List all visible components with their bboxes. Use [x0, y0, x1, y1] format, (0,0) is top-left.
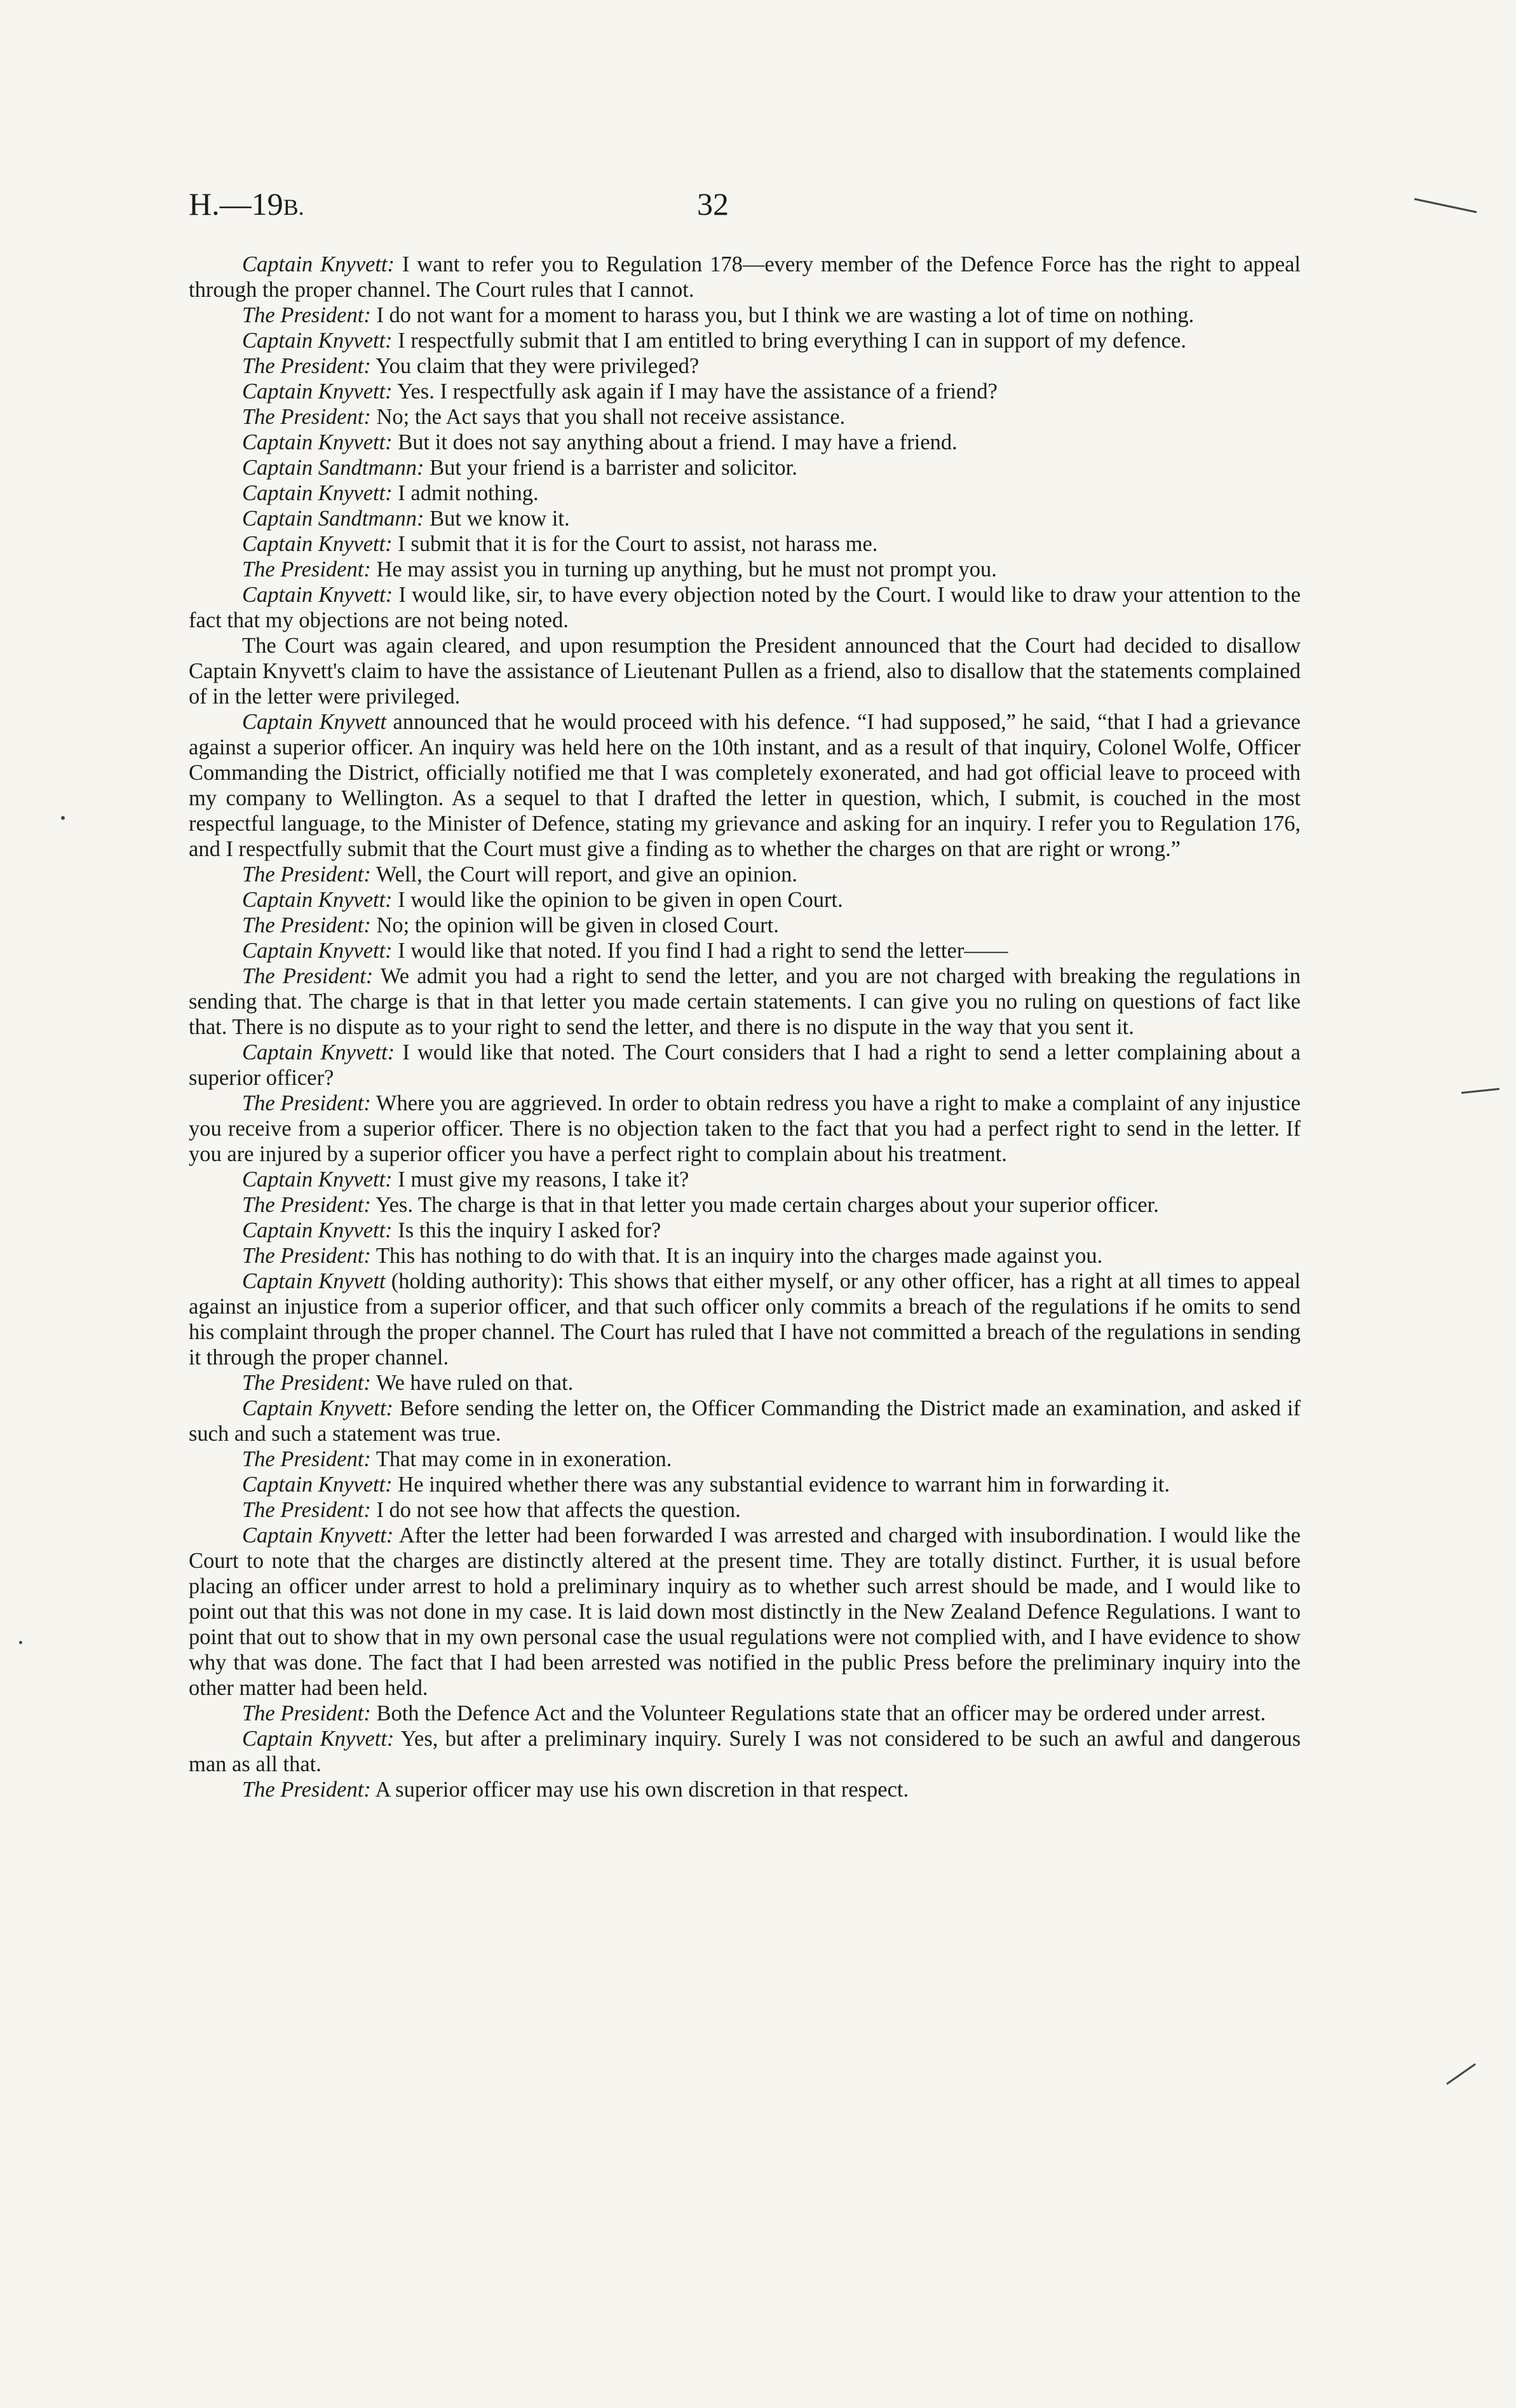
speaker-name: Captain Knyvett:: [242, 1396, 394, 1420]
speaker-name: The President:: [242, 354, 371, 378]
scan-mark: [1414, 198, 1477, 214]
paragraph-text: We admit you had a right to send the letter, and you are not charged with breaking the regulations in sending that. The charge is that in that letter you made certain statements. I can give you no ruling on questions of fact like that. There is no dispute as to your right to send the letter, and there is no dispute in the way that you sent it.: [189, 964, 1301, 1039]
transcript-paragraph: [189, 1091, 1301, 1167]
transcript-paragraph: [189, 1192, 1301, 1218]
paragraph-text: But we know it.: [424, 507, 570, 531]
paragraph-text: No; the opinion will be given in closed Court.: [370, 913, 779, 937]
paragraph-text: I do not want for a moment to harass you, but I think we are wasting a lot of time on nothing.: [370, 303, 1195, 327]
paragraph-text: This has nothing to do with that. It is an inquiry into the charges made against you.: [370, 1244, 1103, 1268]
transcript-body: [189, 252, 1301, 1802]
paragraph-text: I would like that noted. If you find I had a right to send the letter——: [392, 939, 1008, 963]
transcript-paragraph: [189, 1701, 1301, 1726]
paragraph-text: But it does not say anything about a friend. I may have a friend.: [392, 430, 958, 454]
transcript-paragraph: [189, 480, 1301, 506]
paragraph-text: Before sending the letter on, the Officer Commanding the District made an examination, and asked if such and such a statement was true.: [189, 1396, 1301, 1446]
paragraph-text: Yes, but after a preliminary inquiry. Surely I was not considered to be such an awful and dangerous man as all that.: [189, 1727, 1301, 1776]
speaker-name: The President:: [242, 405, 371, 429]
scan-mark: [1446, 2063, 1476, 2085]
speaker-name: The President:: [242, 1498, 371, 1522]
transcript-paragraph: [189, 455, 1301, 480]
transcript-paragraph: [189, 303, 1301, 328]
paragraph-text: But your friend is a barrister and solicitor.: [424, 456, 797, 480]
paragraph-text: I would like, sir, to have every objection noted by the Court. I would like to draw your attention to the fact that my objections are not being noted.: [189, 583, 1301, 632]
paragraph-text: Well, the Court will report, and give an opinion.: [370, 862, 797, 887]
speaker-name: Captain Knyvett:: [242, 888, 393, 912]
transcript-paragraph: [189, 328, 1301, 353]
transcript-paragraph: [189, 963, 1301, 1040]
page-number: 32: [697, 186, 729, 222]
speaker-name: The President:: [242, 1193, 371, 1217]
paragraph-text: A superior officer may use his own discretion in that respect.: [370, 1778, 909, 1802]
paragraph-text: He inquired whether there was any substantial evidence to warrant him in forwarding it.: [392, 1473, 1170, 1497]
speaker-name: Captain Sandtmann:: [242, 456, 424, 480]
speaker-name: Captain Knyvett:: [242, 379, 393, 404]
transcript-paragraph: [189, 862, 1301, 887]
paragraph-text: I do not see how that affects the question.: [370, 1498, 741, 1522]
paragraph-text: I want to refer you to Regulation 178—every member of the Defence Force has the right to appeal through the proper channel. The Court rules that I cannot.: [189, 252, 1301, 302]
transcript-paragraph: [189, 557, 1301, 582]
transcript-paragraph: [189, 1269, 1301, 1370]
transcript-paragraph: [189, 1777, 1301, 1802]
transcript-paragraph: [189, 1167, 1301, 1192]
transcript-paragraph: [189, 709, 1301, 862]
paragraph-text: He may assist you in turning up anything, but he must not prompt you.: [370, 557, 997, 582]
transcript-paragraph: [189, 353, 1301, 379]
speaker-name: The President:: [242, 913, 371, 937]
transcript-paragraph: [189, 633, 1301, 709]
speaker-name: The President:: [242, 1371, 371, 1395]
paragraph-text: You claim that they were privileged?: [370, 354, 700, 378]
transcript-paragraph: [189, 1040, 1301, 1091]
speaker-name: The President:: [242, 1447, 371, 1471]
scan-mark: [1461, 1088, 1499, 1094]
speaker-name: Captain Knyvett:: [242, 1218, 393, 1242]
transcript-paragraph: [189, 430, 1301, 455]
speaker-name: The President:: [242, 1701, 371, 1725]
paragraph-text: Where you are aggrieved. In order to obtain redress you have a right to make a complaint of any injustice you receive from a superior officer. There is no objection taken to the fact that you had a perfect right to send in the letter. If you are injured by a superior officer you have a perfect right to complain about his treatment.: [189, 1091, 1301, 1166]
paragraph-text: Yes. The charge is that in that letter you made certain charges about your superior officer.: [370, 1193, 1159, 1217]
transcript-paragraph: [189, 1726, 1301, 1777]
speaker-name: The President:: [242, 303, 371, 327]
speaker-name: Captain Knyvett:: [242, 532, 393, 556]
page-header: [189, 186, 1301, 236]
speaker-name: Captain Knyvett:: [242, 252, 395, 276]
transcript-paragraph: [189, 887, 1301, 913]
transcript-paragraph: [189, 582, 1301, 633]
transcript-paragraph: [189, 252, 1301, 303]
paragraph-text: I respectfully submit that I am entitled to bring everything I can in support of my defence.: [392, 329, 1186, 353]
paragraph-text: (holding authority): This shows that either myself, or any other officer, has a right at all times to appeal against an injustice from a superior officer, and that such officer only commits a breach of the regulations if he omits to send his complaint through the proper channel. The Court has ruled that I have not committed a breach of the regulations in sending it through the proper channel.: [189, 1269, 1301, 1370]
speaker-name: Captain Knyvett:: [242, 329, 393, 353]
speaker-name: Captain Knyvett:: [242, 939, 393, 963]
speaker-name: Captain Knyvett:: [242, 1167, 393, 1192]
transcript-paragraph: [189, 1243, 1301, 1269]
transcript-paragraph: [189, 1446, 1301, 1472]
transcript-paragraph: [189, 1497, 1301, 1523]
paragraph-text: I would like the opinion to be given in open Court.: [392, 888, 843, 912]
transcript-paragraph: [189, 531, 1301, 557]
speaker-name: Captain Sandtmann:: [242, 507, 424, 531]
speaker-name: The President:: [242, 862, 371, 887]
transcript-paragraph: [189, 1370, 1301, 1396]
document-identifier: H.—19B.: [189, 186, 304, 222]
transcript-paragraph: [189, 1472, 1301, 1497]
paragraph-text: I submit that it is for the Court to assist, not harass me.: [392, 532, 878, 556]
transcript-paragraph: [189, 506, 1301, 531]
paragraph-text: I must give my reasons, I take it?: [392, 1167, 689, 1192]
transcript-paragraph: [189, 913, 1301, 938]
speaker-name: The President:: [242, 557, 371, 582]
paragraph-text: No; the Act says that you shall not receive assistance.: [370, 405, 846, 429]
transcript-paragraph: [189, 1523, 1301, 1701]
paragraph-text: Is this the inquiry I asked for?: [392, 1218, 661, 1242]
transcript-paragraph: [189, 938, 1301, 963]
speaker-name: Captain Knyvett:: [242, 481, 393, 505]
speaker-name: The President:: [242, 964, 374, 988]
paragraph-text: Yes. I respectfully ask again if I may have the assistance of a friend?: [392, 379, 998, 404]
scan-mark: [19, 1641, 22, 1644]
paragraph-text: That may come in in exoneration.: [370, 1447, 672, 1471]
paragraph-text: announced that he would proceed with his defence. “I had supposed,” he said, “that I had a grievance against a superior officer. An inquiry was held here on the 10th instant, and as a result of that inquiry, Colonel Wolfe, Officer Commanding the District, officially notified me that I was completely exonerated, and had got official leave to proceed with my company to Wellington. As a sequel to that I drafted the letter in question, which, I submit, is couched in the most respectful language, to the Minister of Defence, stating my grievance and asking for an inquiry. I refer you to Regulation 176, and I respectfully submit that the Court must give a finding as to whether the charges on that are right or wrong.”: [189, 710, 1301, 861]
paragraph-text: I would like that noted. The Court considers that I had a right to send a letter complaining about a superior officer?: [189, 1040, 1301, 1090]
transcript-paragraph: [189, 1396, 1301, 1446]
speaker-name: Captain Knyvett:: [242, 1523, 394, 1548]
paragraph-text: We have ruled on that.: [370, 1371, 574, 1395]
speaker-name: The President:: [242, 1244, 371, 1268]
transcript-paragraph: [189, 404, 1301, 430]
paragraph-text: I admit nothing.: [392, 481, 539, 505]
speaker-name: Captain Knyvett: [242, 710, 387, 734]
scan-mark: [61, 816, 65, 820]
transcript-paragraph: [189, 379, 1301, 404]
speaker-name: Captain Knyvett:: [242, 430, 393, 454]
transcript-paragraph: [189, 1218, 1301, 1243]
paragraph-text: After the letter had been forwarded I was arrested and charged with insubordination. I would like the Court to note that the charges are distinctly altered at the present time. They are totally distinct. Further, it is usual before placing an officer under arrest to hold a preliminary inquiry as to whether such arrest should be made, and I would like to point out that this was not done in my case. It is laid down most distinctly in the New Zealand Defence Regulations. I want to point that out to show that in my own personal case the usual regulations were not complied with, and I have evidence to show why that was done. The fact that I had been arrested was notified in the public Press before the preliminary inquiry into the other matter had been held.: [189, 1523, 1301, 1700]
speaker-name: Captain Knyvett:: [242, 1473, 393, 1497]
speaker-name: Captain Knyvett:: [242, 583, 393, 607]
speaker-name: Captain Knyvett:: [242, 1040, 395, 1065]
speaker-name: Captain Knyvett:: [242, 1727, 395, 1751]
speaker-name: Captain Knyvett: [242, 1269, 386, 1293]
speaker-name: The President:: [242, 1091, 371, 1115]
paragraph-text: Both the Defence Act and the Volunteer Regulations state that an officer may be ordered under arrest.: [370, 1701, 1266, 1725]
paragraph-text: The Court was again cleared, and upon resumption the President announced that the Court had decided to disallow Captain Knyvett's claim to have the assistance of Lieutenant Pullen as a friend, also to disallow that the statements complained of in the letter were privileged.: [189, 634, 1301, 709]
speaker-name: The President:: [242, 1778, 371, 1802]
